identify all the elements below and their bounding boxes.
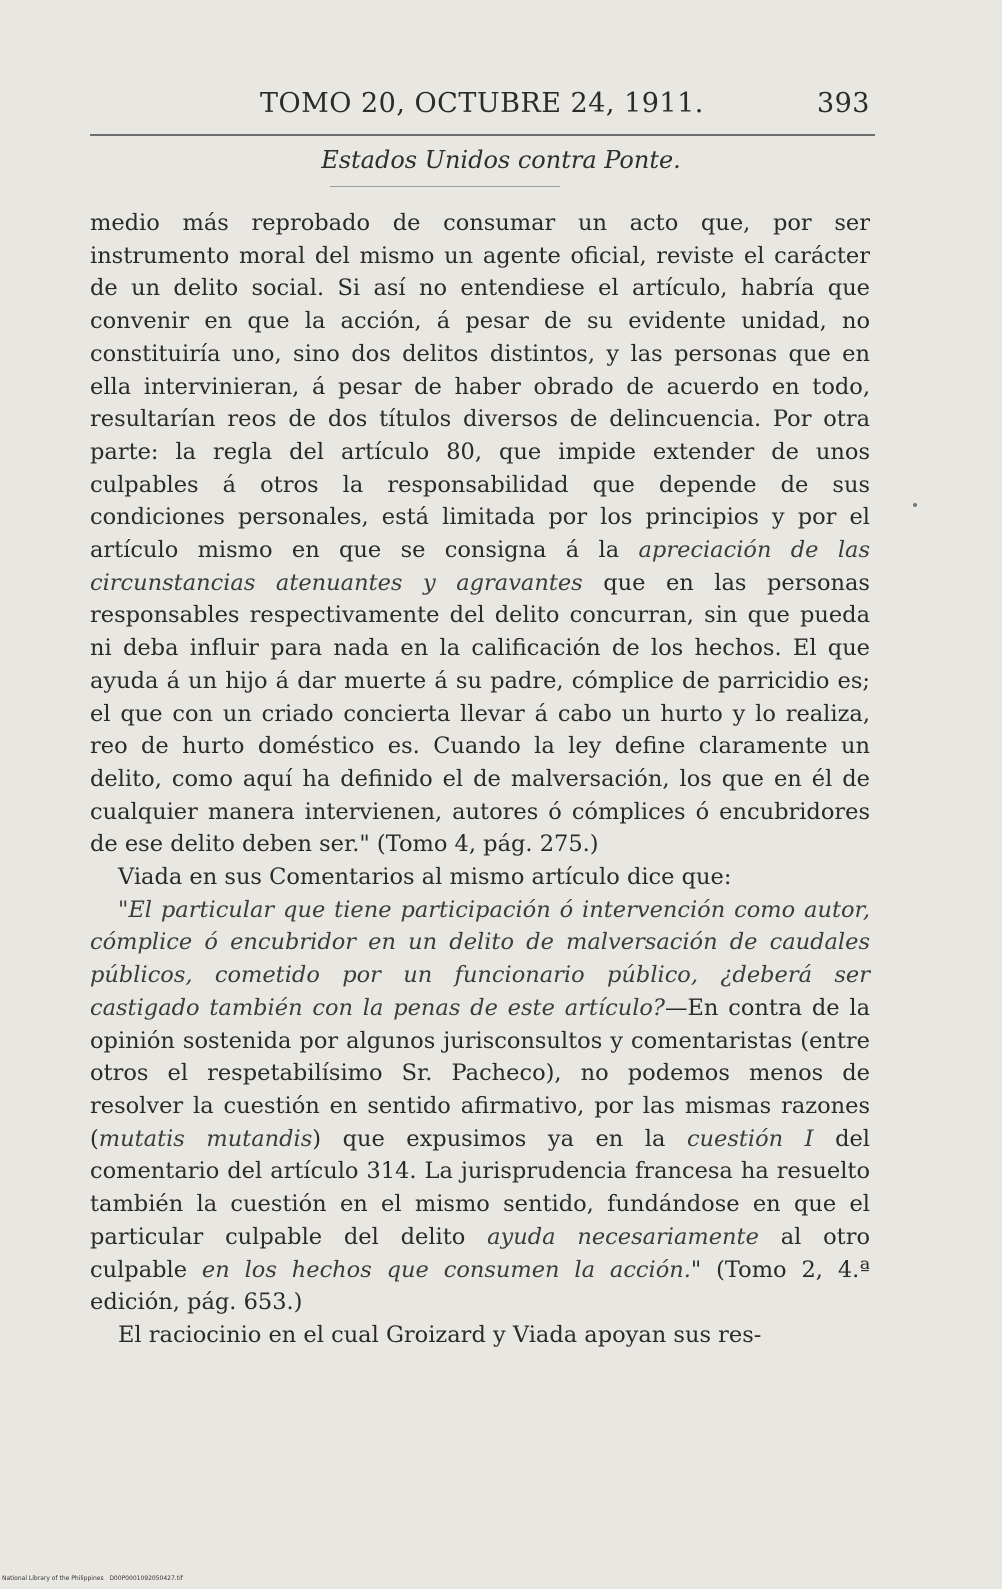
scan-footer bbox=[2, 1575, 183, 1582]
header-title: TOMO 20, OCTUBRE 24, 1911. bbox=[260, 88, 704, 119]
footer-code: D00P0001092050427.tif bbox=[109, 1575, 183, 1582]
footer-library: National Library of the Philippines bbox=[2, 1575, 104, 1582]
paragraph-viada-quote: "El particular que tiene participación ó intervención como autor, cómplice ó encubridor en un delito de malversación de caudales públicos, cometido por un funcionario público, ¿deberá ser castigado también con la penas de este artículo?—En contra de la opinión sostenida por algunos jurisconsultos y comentaristas (entre otros el respetabilísimo Sr. Pacheco), no podemos menos de resolver la cuestión en sentido afirmativo, por las mismas razones (mutatis mutandis) que expusimos ya en la cuestión I del comentario del artículo 314. La jurisprudencia francesa ha resuelto también la cuestión en el mismo sentido, fundándose en que el particular culpable del delito ayuda necesariamente al otro culpable en los hechos que consumen la acción." (Tomo 2, 4.ª edición, pág. 653.) bbox=[90, 896, 871, 1316]
case-title: Estados Unidos contra Ponte. bbox=[321, 146, 681, 174]
paragraph-raciocinio: El raciocinio en el cual Groizard y Viada apoyan sus res- bbox=[118, 1321, 762, 1348]
running-header bbox=[90, 88, 870, 119]
page-number: 393 bbox=[816, 88, 870, 119]
paragraph-continued: medio más reprobado de consumar un acto que, por ser instrumento moral del mismo un agente oficial, reviste el carácter de un delito social. Si así no entendiese el artículo, habría que convenir en que la acción, á pesar de su evidente unidad, no constituiría uno, sino dos delitos distintos, y las personas que en ella intervinieran, á pesar de haber obrado de acuerdo en todo, resultarían reos de dos títulos diversos de delincuencia. Por otra parte: la regla del artículo 80, que impide extender de unos culpables á otros la responsabilidad que depende de sus condiciones personales, está limitada por los principios y por el artículo mismo en que se consigna á la apreciación de las circunstancias atenuantes y agravantes que en las personas responsables respectivamente del delito concurran, sin que pueda ni deba influir para nada en la calificación de los hechos. El que ayuda á un hijo á dar muerte á su padre, cómplice de parricidio es; el que con un criado concierta llevar á cabo un hurto y lo realiza, reo de hurto doméstico es. Cuando la ley define claramente un delito, como aquí ha definido el de malversación, los que en él de cualquier manera intervienen, autores ó cómplices ó encubridores de ese delito deben ser." (Tomo 4, pág. 275.) bbox=[90, 210, 870, 858]
header-rule bbox=[90, 134, 875, 136]
body-text bbox=[90, 207, 870, 1352]
scan-speck bbox=[913, 503, 917, 507]
paragraph-viada-intro: Viada en sus Comentarios al mismo artículo dice que: bbox=[118, 864, 732, 891]
subtitle-rule bbox=[330, 186, 560, 187]
